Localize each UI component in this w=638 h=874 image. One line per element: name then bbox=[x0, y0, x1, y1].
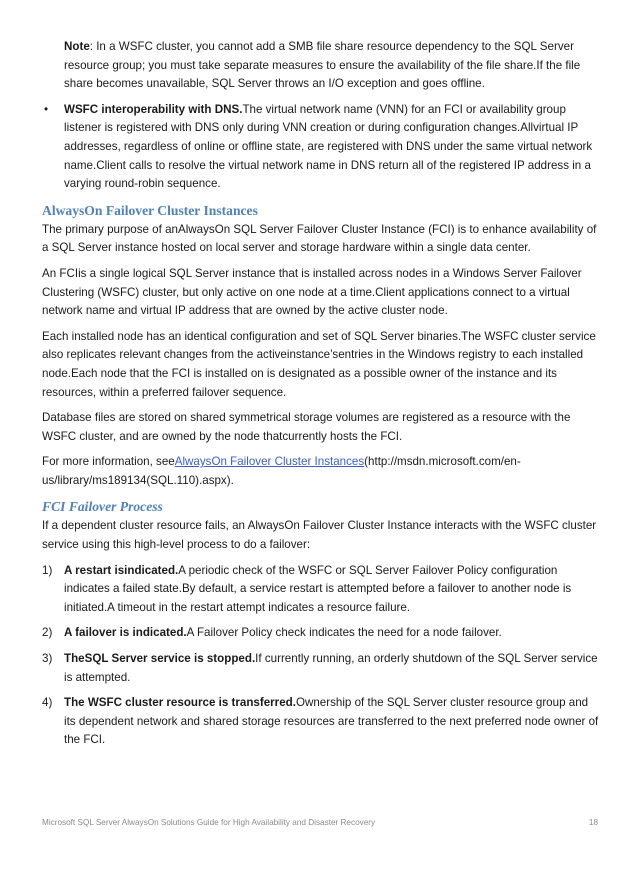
list-item bbox=[42, 624, 600, 643]
fci-docs-link[interactable]: AlwaysOn Failover Cluster Instances bbox=[174, 455, 365, 469]
bullet-icon: • bbox=[44, 102, 49, 116]
more-info-paragraph bbox=[42, 453, 600, 490]
paragraph: An FCIis a single logical SQL Server instance that is installed across nodes in a Windows Server Failover Clustering (WSFC) cluster, but only active on one node at a time.Client applications connect to a virtual network name and virtual IP address that are owned by the active cluster node. bbox=[42, 266, 582, 318]
list-item-title: A restart isindicated. bbox=[64, 563, 179, 577]
paragraph: Each installed node has an identical configuration and set of SQL Server binaries.The WSFC cluster service also replicates relevant changes from the activeinstance’sentries in the Windows registry to each installed node.Each node that the FCI is installed on is designated as a possible owner of the instance and its resources, within a preferred failover sequence. bbox=[42, 329, 596, 399]
page-number: 18 bbox=[588, 818, 598, 827]
paragraph: Database files are stored on shared symmetrical storage volumes are registered as a resource with the WSFC cluster, and are owned by the node thatcurrently hosts the FCI. bbox=[42, 411, 571, 443]
more-info-prefix: For more information, see bbox=[42, 455, 175, 469]
list-item bbox=[42, 562, 600, 618]
page-footer bbox=[42, 818, 598, 827]
list-item bbox=[42, 650, 600, 687]
list-number: 4) bbox=[42, 696, 53, 710]
list-item-title: TheSQL Server service is stopped. bbox=[64, 652, 256, 666]
list-item-text: If currently running, an orderly shutdown of the SQL Server service is attempted. bbox=[64, 652, 598, 684]
paragraph: If a dependent cluster resource fails, an AlwaysOn Failover Cluster Instance interacts with the WSFC cluster service using this high-level process to do a failover: bbox=[42, 519, 597, 552]
list-number: 1) bbox=[42, 563, 53, 577]
list-item bbox=[42, 694, 600, 750]
list-item-title: The WSFC cluster resource is transferred. bbox=[64, 696, 296, 710]
list-number: 2) bbox=[42, 626, 53, 640]
section-heading-failover-process: FCI Failover Process bbox=[42, 499, 163, 515]
list-item-text: A periodic check of the WSFC or SQL Server Failover Policy configuration indicates a failed state.By default, a service restart is attempted before a failover to another node is initiated.A timeout in the restart attempt indicates a resource failure. bbox=[64, 563, 572, 614]
bullet-text: The virtual network name (VNN) for an FCI or availability group listener is registered with DNS only during VNN creation or during configuration changes.Allvirtual IP addresses, regardless of online or offline state, are registered with DNS under the same virtual network name.Client calls to resolve the virtual network name in DNS return all of the registered IP address in a varying round-robin sequence. bbox=[64, 102, 593, 191]
note-label: Note bbox=[64, 40, 90, 53]
more-info-url: (http://msdn.microsoft.com/en-us/library/ms189134(SQL.110).aspx). bbox=[42, 455, 521, 487]
bullet-bold: WSFC interoperability with DNS. bbox=[64, 102, 243, 116]
list-item-text: Ownership of the SQL Server cluster resource group and its dependent network and shared storage resources are transferred to the next preferred node owner of the FCI. bbox=[64, 696, 599, 747]
page-content bbox=[42, 38, 600, 757]
paragraph: The primary purpose of anAlwaysOn SQL Server Failover Cluster Instance (FCI) is to enhance availability of a SQL Server instance hosted on local server and storage hardware within a single data center. bbox=[42, 222, 597, 255]
note-text: : In a WSFC cluster, you cannot add a SMB file share resource dependency to the SQL Server resource group; you must take separate measures to ensure the availability of the file share.If the file share becomes unavailable, SQL Server throws an I/O exception and goes offline. bbox=[64, 40, 581, 91]
section-heading-fci: AlwaysOn Failover Cluster Instances bbox=[42, 202, 258, 218]
list-item-title: A failover is indicated. bbox=[64, 626, 187, 640]
bullet-item-dns bbox=[42, 101, 600, 194]
footer-title: Microsoft SQL Server AlwaysOn Solutions Guide for High Availability and Disaster Recovery bbox=[42, 818, 376, 827]
list-number: 3) bbox=[42, 652, 53, 666]
list-item-text: A Failover Policy check indicates the need for a node failover. bbox=[186, 626, 502, 640]
note-paragraph bbox=[42, 38, 600, 94]
